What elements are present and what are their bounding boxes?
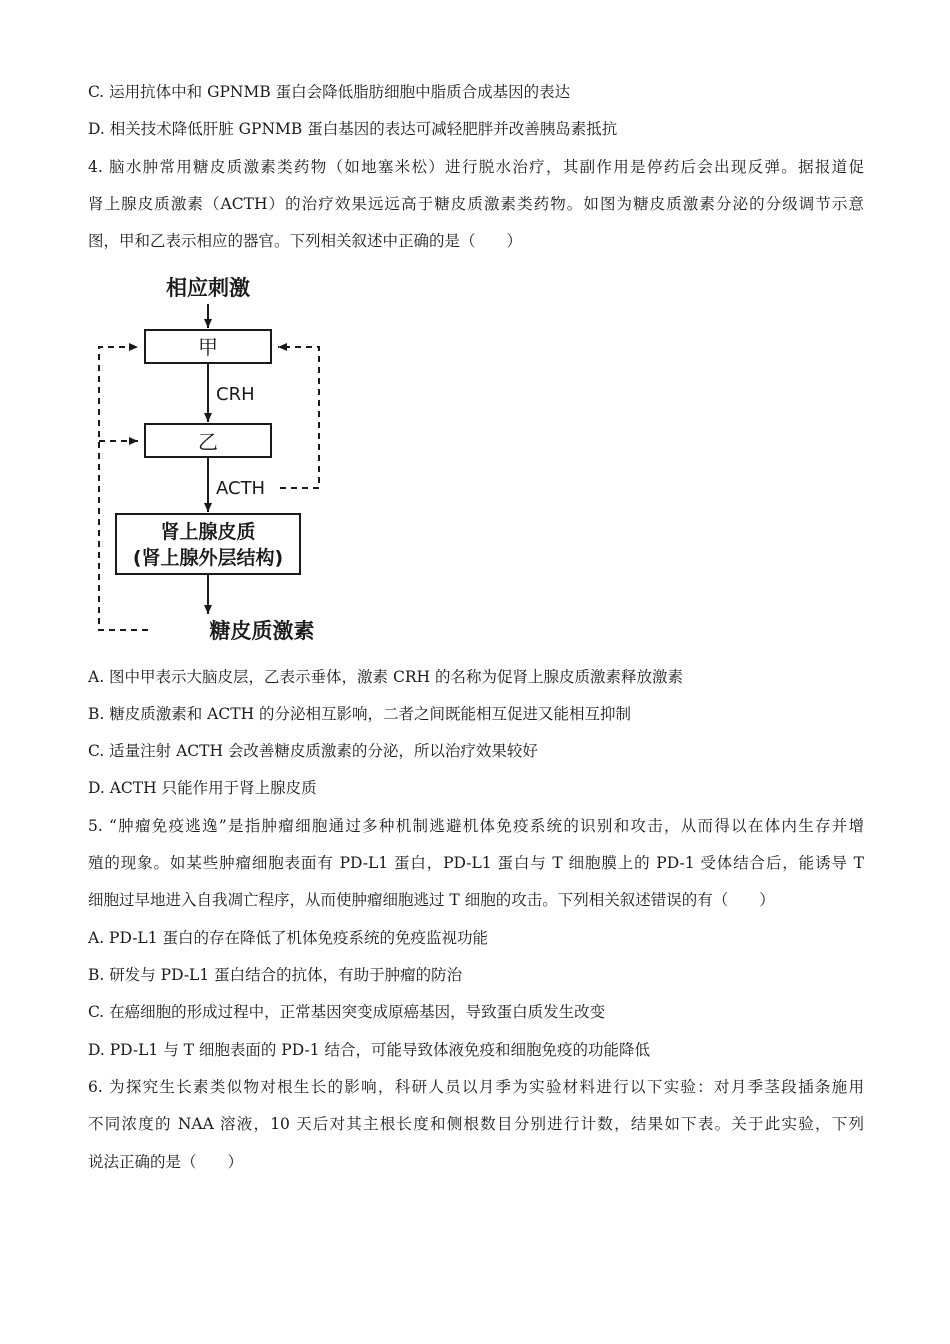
q5-stem-line-3: 细胞过早地进入自我凋亡程序，从而使肿瘤细胞逃过 T 细胞的攻击。下列相关叙述错误的有（ ） (88, 891, 775, 909)
feedback-to-jia-line (99, 347, 148, 630)
acth-label: ACTH (216, 478, 266, 499)
q5-option-a: A. PD-L1 蛋白的存在降低了机体免疫系统的免疫监视功能 (88, 929, 489, 947)
acth-feedback-line (278, 347, 319, 488)
hormone-regulation-diagram (80, 262, 360, 652)
q6-stem-line-3: 说法正确的是（ ） (88, 1153, 244, 1171)
q5-stem-line-2: 殖的现象。如某些肿瘤细胞表面有 PD-L1 蛋白，PD-L1 蛋白与 T 细胞膜上的 PD-1 受体结合后，能诱导 T (88, 854, 864, 872)
q5-option-c: C. 在癌细胞的形成过程中，正常基因突变成原癌基因，导致蛋白质发生改变 (88, 1003, 606, 1021)
box-yi-label: 乙 (198, 430, 218, 454)
adrenal-cortex-label: 肾上腺皮质 (160, 521, 256, 543)
q6-stem-line-2: 不同浓度的 NAA 溶液，10 天后对其主根长度和侧根数目分别进行计数，结果如下表。关于此实验，下列 (88, 1115, 864, 1133)
stimulus-label: 相应刺激 (166, 276, 250, 300)
q4-option-a: A. 图中甲表示大脑皮层，乙表示垂体，激素 CRH 的名称为促肾上腺皮质激素释放激素 (88, 668, 683, 686)
q4-option-c: C. 适量注射 ACTH 会改善糖皮质激素的分泌，所以治疗效果较好 (88, 742, 538, 760)
crh-label: CRH (216, 384, 255, 405)
q5-stem-line-1: 5. “肿瘤免疫逃逸”是指肿瘤细胞通过多种机制逃避机体免疫系统的识别和攻击，从而得以在体内生存并增 (88, 817, 864, 835)
q4-option-b: B. 糖皮质激素和 ACTH 的分泌相互影响，二者之间既能相互促进又能相互抑制 (88, 705, 632, 723)
q5-option-b: B. 研发与 PD-L1 蛋白结合的抗体，有助于肿瘤的防治 (88, 966, 463, 984)
box-jia-label: 甲 (198, 335, 218, 359)
q4-option-d: D. ACTH 只能作用于肾上腺皮质 (88, 779, 317, 797)
q5-option-d: D. PD-L1 与 T 细胞表面的 PD-1 结合，可能导致体液免疫和细胞免疫的功能降低 (88, 1041, 650, 1059)
q6-stem-line-1: 6. 为探究生长素类似物对根生长的影响，科研人员以月季为实验材料进行以下实验：对月季茎段插条施用 (88, 1078, 864, 1096)
q3-option-c: C. 运用抗体中和 GPNMB 蛋白会降低脂肪细胞中脂质合成基因的表达 (88, 83, 571, 101)
glucocorticoid-label: 糖皮质激素 (209, 619, 315, 643)
q4-stem-line-2: 肾上腺皮质激素（ACTH）的治疗效果远远高于糖皮质激素类药物。如图为糖皮质激素分泌的分级调节示意 (88, 195, 864, 213)
q4-stem-line-3: 图，甲和乙表示相应的器官。下列相关叙述中正确的是（ ） (88, 232, 523, 250)
adrenal-outer-structure-label: (肾上腺外层结构) (132, 547, 284, 569)
q4-stem-line-1: 4. 脑水肿常用糖皮质激素类药物（如地塞米松）进行脱水治疗，其副作用是停药后会出现反弹。据报道促 (88, 158, 864, 176)
q3-option-d: D. 相关技术降低肝脏 GPNMB 蛋白基因的表达可减轻肥胖并改善胰岛素抵抗 (88, 120, 618, 138)
